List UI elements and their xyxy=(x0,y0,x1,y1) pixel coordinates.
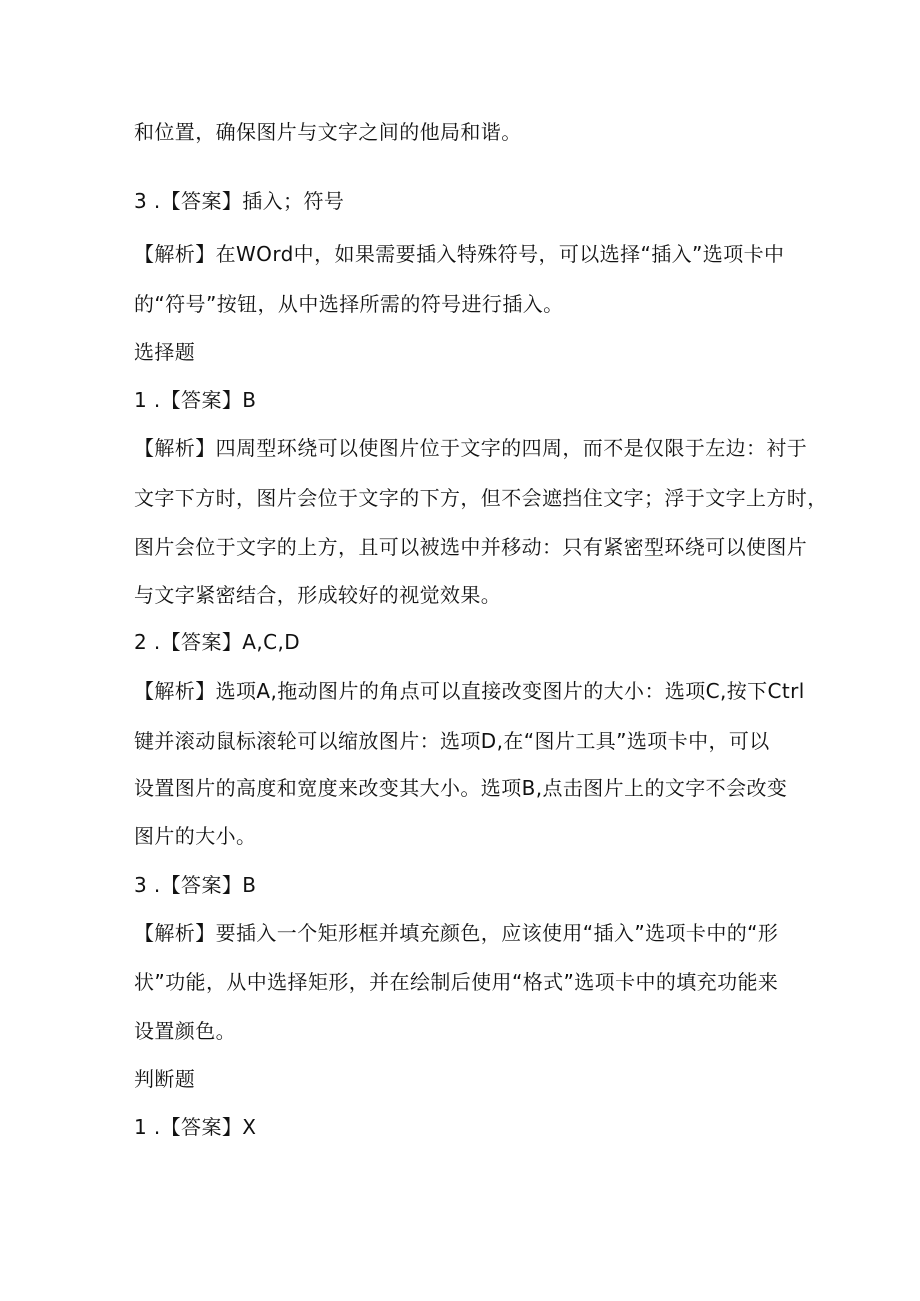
text-line: 图片的大小。 xyxy=(134,824,257,848)
section-heading: 判断题 xyxy=(134,1067,196,1091)
text-line: 设置颜色。 xyxy=(134,1019,236,1043)
answer-line: 2 .【答案】A,C,D xyxy=(134,630,301,654)
explanation-line: 【解析】在WOrd中，如果需要插入特殊符号，可以选择“插入”选项卡中 xyxy=(134,242,785,266)
explanation-line: 【解析】选项A,拖动图片的角点可以直接改变图片的大小：选项C,按下Ctrl xyxy=(134,679,805,703)
explanation-line: 【解析】要插入一个矩形框并填充颜色，应该使用“插入”选项卡中的“形 xyxy=(134,921,779,945)
answer-line: 3 .【答案】插入；符号 xyxy=(134,189,345,213)
section-heading: 选择题 xyxy=(134,340,196,364)
answer-line: 1 .【答案】X xyxy=(134,1115,257,1139)
text-line: 和位置，确保图片与文字之间的他局和谐。 xyxy=(134,120,522,144)
text-line: 图片会位于文字的上方，且可以被选中并移动：只有紧密型环绕可以使图片 xyxy=(134,535,808,559)
answer-line: 3 .【答案】B xyxy=(134,873,257,897)
text-line: 的“符号”按钮，从中选择所需的符号进行插入。 xyxy=(134,292,564,316)
explanation-line: 【解析】四周型环绕可以使图片位于文字的四周，而不是仅限于左边：衬于 xyxy=(134,436,808,460)
text-line: 文字下方时，图片会位于文字的下方，但不会遮挡住文字；浮于文字上方时， xyxy=(134,486,828,510)
text-line: 设置图片的高度和宽度来改变其大小。选项B,点击图片上的文字不会改变 xyxy=(134,776,788,800)
text-line: 状”功能，从中选择矩形，并在绘制后使用“格式”选项卡中的填充功能来 xyxy=(134,970,779,994)
answer-line: 1 .【答案】B xyxy=(134,388,257,412)
text-line: 与文字紧密结合，形成较好的视觉效果。 xyxy=(134,583,502,607)
text-line: 键并滚动鼠标滚轮可以缩放图片：选项D,在“图片工具”选项卡中，可以 xyxy=(134,729,770,753)
